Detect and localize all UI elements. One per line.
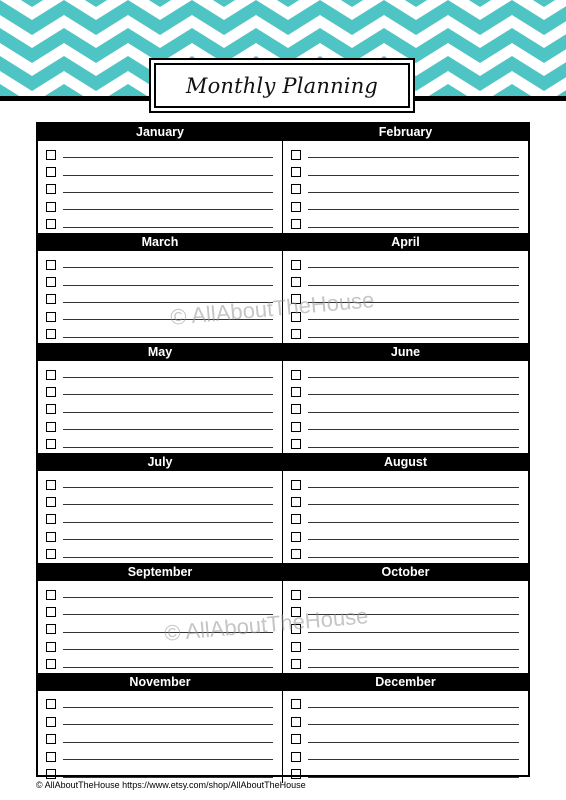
writing-line[interactable] xyxy=(63,319,273,320)
month-panel-march xyxy=(38,234,283,344)
writing-line[interactable] xyxy=(308,319,519,320)
writing-line[interactable] xyxy=(63,522,273,523)
list-item xyxy=(46,696,273,713)
checkbox[interactable] xyxy=(291,607,301,617)
month-panel-february xyxy=(283,124,528,234)
list-item xyxy=(46,511,273,528)
list-item xyxy=(291,638,519,655)
checkbox[interactable] xyxy=(46,422,56,432)
list-item xyxy=(291,198,519,215)
writing-line[interactable] xyxy=(308,175,519,176)
list-item xyxy=(46,198,273,215)
writing-line[interactable] xyxy=(308,632,519,633)
list-item xyxy=(46,655,273,672)
writing-line[interactable] xyxy=(63,707,273,708)
writing-line[interactable] xyxy=(308,394,519,395)
list-item xyxy=(291,256,519,273)
checkbox[interactable] xyxy=(46,277,56,287)
writing-line[interactable] xyxy=(63,667,273,668)
checkbox[interactable] xyxy=(291,294,301,304)
writing-line[interactable] xyxy=(63,412,273,413)
checkbox[interactable] xyxy=(291,514,301,524)
list-item xyxy=(291,713,519,730)
list-item xyxy=(46,291,273,308)
list-item xyxy=(46,256,273,273)
month-heading: December xyxy=(283,674,528,691)
month-heading: January xyxy=(38,124,282,141)
writing-line[interactable] xyxy=(308,209,519,210)
checkbox[interactable] xyxy=(291,370,301,380)
month-heading: August xyxy=(283,454,528,471)
checkbox[interactable] xyxy=(291,219,301,229)
list-item xyxy=(291,326,519,343)
checkbox[interactable] xyxy=(46,532,56,542)
list-item xyxy=(46,326,273,343)
checkbox[interactable] xyxy=(291,497,301,507)
checkbox[interactable] xyxy=(291,312,301,322)
writing-line[interactable] xyxy=(63,337,273,338)
checkbox[interactable] xyxy=(46,642,56,652)
writing-line[interactable] xyxy=(308,447,519,448)
checkbox[interactable] xyxy=(46,549,56,559)
checkbox[interactable] xyxy=(291,439,301,449)
checkbox[interactable] xyxy=(291,260,301,270)
checkbox[interactable] xyxy=(291,404,301,414)
list-item xyxy=(291,435,519,452)
checkbox[interactable] xyxy=(46,699,56,709)
checkbox[interactable] xyxy=(291,752,301,762)
writing-line[interactable] xyxy=(63,759,273,760)
checkbox[interactable] xyxy=(46,752,56,762)
writing-line[interactable] xyxy=(308,504,519,505)
checkbox[interactable] xyxy=(291,329,301,339)
checkbox[interactable] xyxy=(46,590,56,600)
writing-line[interactable] xyxy=(308,777,519,778)
writing-line[interactable] xyxy=(63,394,273,395)
list-item xyxy=(46,435,273,452)
month-panel-april xyxy=(283,234,528,344)
list-item xyxy=(291,308,519,325)
writing-line[interactable] xyxy=(63,597,273,598)
list-item xyxy=(291,511,519,528)
list-item xyxy=(291,621,519,638)
list-item xyxy=(46,603,273,620)
list-item xyxy=(291,528,519,545)
checkbox[interactable] xyxy=(46,167,56,177)
writing-line[interactable] xyxy=(63,649,273,650)
writing-line[interactable] xyxy=(308,337,519,338)
checkbox[interactable] xyxy=(46,404,56,414)
list-item xyxy=(291,765,519,782)
checkbox[interactable] xyxy=(46,734,56,744)
month-heading: June xyxy=(283,344,528,361)
month-panel-january xyxy=(38,124,283,234)
checkbox[interactable] xyxy=(291,184,301,194)
checkbox[interactable] xyxy=(46,202,56,212)
writing-line[interactable] xyxy=(63,302,273,303)
list-item xyxy=(291,163,519,180)
writing-line[interactable] xyxy=(308,614,519,615)
writing-line[interactable] xyxy=(63,777,273,778)
writing-line[interactable] xyxy=(308,267,519,268)
checkbox[interactable] xyxy=(291,167,301,177)
month-heading: April xyxy=(283,234,528,251)
list-item xyxy=(291,401,519,418)
writing-line[interactable] xyxy=(308,412,519,413)
checkbox[interactable] xyxy=(46,514,56,524)
checkbox[interactable] xyxy=(46,659,56,669)
writing-line[interactable] xyxy=(63,724,273,725)
list-item xyxy=(291,366,519,383)
month-panel-october xyxy=(283,564,528,674)
checkbox[interactable] xyxy=(46,624,56,634)
writing-line[interactable] xyxy=(63,539,273,540)
checkbox[interactable] xyxy=(291,734,301,744)
writing-line[interactable] xyxy=(63,285,273,286)
writing-line[interactable] xyxy=(308,285,519,286)
list-item xyxy=(46,163,273,180)
writing-line[interactable] xyxy=(63,227,273,228)
list-item xyxy=(46,621,273,638)
checkbox[interactable] xyxy=(46,312,56,322)
list-item xyxy=(46,216,273,233)
writing-line[interactable] xyxy=(308,742,519,743)
list-item xyxy=(291,146,519,163)
list-item xyxy=(291,731,519,748)
watermark: © AllAboutTheHouse xyxy=(169,287,376,330)
list-item xyxy=(291,586,519,603)
list-item xyxy=(46,146,273,163)
writing-line[interactable] xyxy=(308,539,519,540)
checkbox[interactable] xyxy=(46,387,56,397)
list-item xyxy=(291,291,519,308)
checkbox[interactable] xyxy=(291,659,301,669)
writing-line[interactable] xyxy=(308,724,519,725)
checkbox[interactable] xyxy=(291,624,301,634)
checkbox[interactable] xyxy=(46,480,56,490)
checkbox[interactable] xyxy=(291,642,301,652)
writing-line[interactable] xyxy=(63,157,273,158)
list-item xyxy=(291,383,519,400)
checkbox[interactable] xyxy=(46,329,56,339)
writing-line[interactable] xyxy=(308,649,519,650)
writing-line[interactable] xyxy=(308,557,519,558)
checkbox[interactable] xyxy=(291,532,301,542)
checkbox[interactable] xyxy=(46,260,56,270)
checkbox[interactable] xyxy=(46,607,56,617)
title-box xyxy=(154,63,410,108)
writing-line[interactable] xyxy=(63,209,273,210)
writing-line[interactable] xyxy=(308,227,519,228)
writing-line[interactable] xyxy=(308,759,519,760)
list-item xyxy=(46,273,273,290)
month-heading: September xyxy=(38,564,282,581)
list-item xyxy=(291,748,519,765)
list-item xyxy=(46,308,273,325)
writing-line[interactable] xyxy=(308,302,519,303)
list-item xyxy=(291,493,519,510)
list-item xyxy=(46,181,273,198)
month-heading: March xyxy=(38,234,282,251)
writing-line[interactable] xyxy=(63,557,273,558)
writing-line[interactable] xyxy=(63,487,273,488)
checkbox[interactable] xyxy=(291,277,301,287)
writing-line[interactable] xyxy=(63,175,273,176)
month-panel-august xyxy=(283,454,528,564)
list-item xyxy=(46,493,273,510)
writing-line[interactable] xyxy=(308,192,519,193)
list-item xyxy=(46,545,273,562)
writing-line[interactable] xyxy=(63,447,273,448)
checkbox[interactable] xyxy=(46,717,56,727)
checkbox[interactable] xyxy=(291,549,301,559)
checkbox[interactable] xyxy=(46,370,56,380)
checkbox[interactable] xyxy=(291,480,301,490)
footer-credit: © AllAboutTheHouse https://www.etsy.com/shop/AllAboutTheHouse xyxy=(36,780,306,790)
list-item xyxy=(291,181,519,198)
list-item xyxy=(291,216,519,233)
list-item xyxy=(291,418,519,435)
checkbox[interactable] xyxy=(291,769,301,779)
month-panel-september xyxy=(38,564,283,674)
list-item xyxy=(291,603,519,620)
month-heading: November xyxy=(38,674,282,691)
checkbox[interactable] xyxy=(291,717,301,727)
list-item xyxy=(46,528,273,545)
checkbox[interactable] xyxy=(291,699,301,709)
writing-line[interactable] xyxy=(63,742,273,743)
month-panel-december xyxy=(283,674,528,783)
list-item xyxy=(291,545,519,562)
month-heading: February xyxy=(283,124,528,141)
list-item xyxy=(46,418,273,435)
writing-line[interactable] xyxy=(308,707,519,708)
month-panel-july xyxy=(38,454,283,564)
month-grid xyxy=(36,122,530,777)
month-panel-november xyxy=(38,674,283,783)
list-item xyxy=(291,476,519,493)
writing-line[interactable] xyxy=(308,487,519,488)
checkbox[interactable] xyxy=(46,294,56,304)
list-item xyxy=(46,586,273,603)
list-item xyxy=(46,748,273,765)
checkbox[interactable] xyxy=(291,590,301,600)
writing-line[interactable] xyxy=(308,157,519,158)
writing-line[interactable] xyxy=(63,267,273,268)
month-panel-june xyxy=(283,344,528,454)
page-title: Monthly Planning xyxy=(185,73,379,98)
list-item xyxy=(46,638,273,655)
writing-line[interactable] xyxy=(308,597,519,598)
list-item xyxy=(46,383,273,400)
checkbox[interactable] xyxy=(46,497,56,507)
list-item xyxy=(46,731,273,748)
watermark: © AllAboutTheHouse xyxy=(163,603,370,646)
writing-line[interactable] xyxy=(63,429,273,430)
month-heading: October xyxy=(283,564,528,581)
writing-line[interactable] xyxy=(308,522,519,523)
writing-line[interactable] xyxy=(63,632,273,633)
checkbox[interactable] xyxy=(46,769,56,779)
list-item xyxy=(291,273,519,290)
writing-line[interactable] xyxy=(63,614,273,615)
list-item xyxy=(46,713,273,730)
writing-line[interactable] xyxy=(308,429,519,430)
list-item xyxy=(291,655,519,672)
list-item xyxy=(46,401,273,418)
list-item xyxy=(46,366,273,383)
checkbox[interactable] xyxy=(291,422,301,432)
writing-line[interactable] xyxy=(63,192,273,193)
month-heading: May xyxy=(38,344,282,361)
writing-line[interactable] xyxy=(63,504,273,505)
list-item xyxy=(291,696,519,713)
writing-line[interactable] xyxy=(308,377,519,378)
month-heading: July xyxy=(38,454,282,471)
month-panel-may xyxy=(38,344,283,454)
checkbox[interactable] xyxy=(291,387,301,397)
checkbox[interactable] xyxy=(46,184,56,194)
checkbox[interactable] xyxy=(46,219,56,229)
list-item xyxy=(46,476,273,493)
writing-line[interactable] xyxy=(63,377,273,378)
checkbox[interactable] xyxy=(291,202,301,212)
checkbox[interactable] xyxy=(46,150,56,160)
checkbox[interactable] xyxy=(291,150,301,160)
checkbox[interactable] xyxy=(46,439,56,449)
writing-line[interactable] xyxy=(308,667,519,668)
